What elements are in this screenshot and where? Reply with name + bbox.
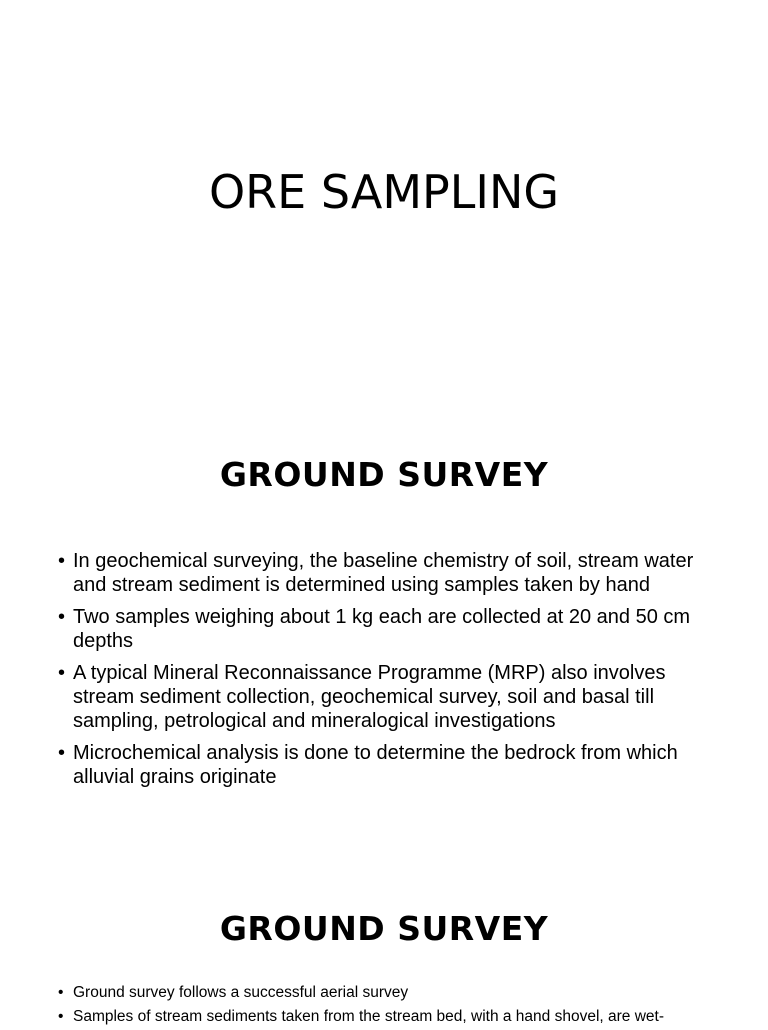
list-item-text: Two samples weighing about 1 kg each are collected at 20 and 50 cm depths: [73, 606, 691, 652]
list-item-text: In geochemical surveying, the baseline chemistry of soil, stream water and stream sediment is determined using samples taken by hand: [73, 550, 694, 596]
bullet-icon: •: [58, 1008, 64, 1025]
section-heading-ground-survey-1: GROUND SURVEY: [219, 455, 549, 494]
bullet-icon: •: [58, 662, 66, 684]
list-item: [58, 549, 718, 597]
list-item-text: Samples of stream sediments taken from the stream bed, with a hand shovel, are wet-: [73, 1008, 664, 1025]
list-item: [58, 982, 718, 1004]
list-item: [58, 661, 718, 733]
bullet-icon: •: [58, 550, 66, 572]
section-heading-ground-survey-2: GROUND SURVEY: [219, 909, 549, 948]
slide-title: ORE SAMPLING: [208, 165, 560, 219]
list-item: [58, 741, 718, 789]
list-item-text: A typical Mineral Reconnaissance Programme (MRP) also involves stream sediment collection, geochemical survey, soil and basal till sampling, petrological and mineralogical investigations: [73, 662, 666, 732]
list-item: [58, 605, 718, 653]
list-item-text: Microchemical analysis is done to determine the bedrock from which alluvial grains originate: [73, 742, 678, 788]
bullet-list-ground-survey-1: [58, 549, 718, 797]
bullet-icon: •: [58, 606, 66, 628]
bullet-icon: •: [58, 984, 64, 1001]
list-item: [58, 1006, 718, 1028]
list-item-text: Ground survey follows a successful aerial survey: [73, 984, 409, 1001]
bullet-list-ground-survey-2: [58, 982, 718, 1030]
bullet-icon: •: [58, 742, 66, 764]
